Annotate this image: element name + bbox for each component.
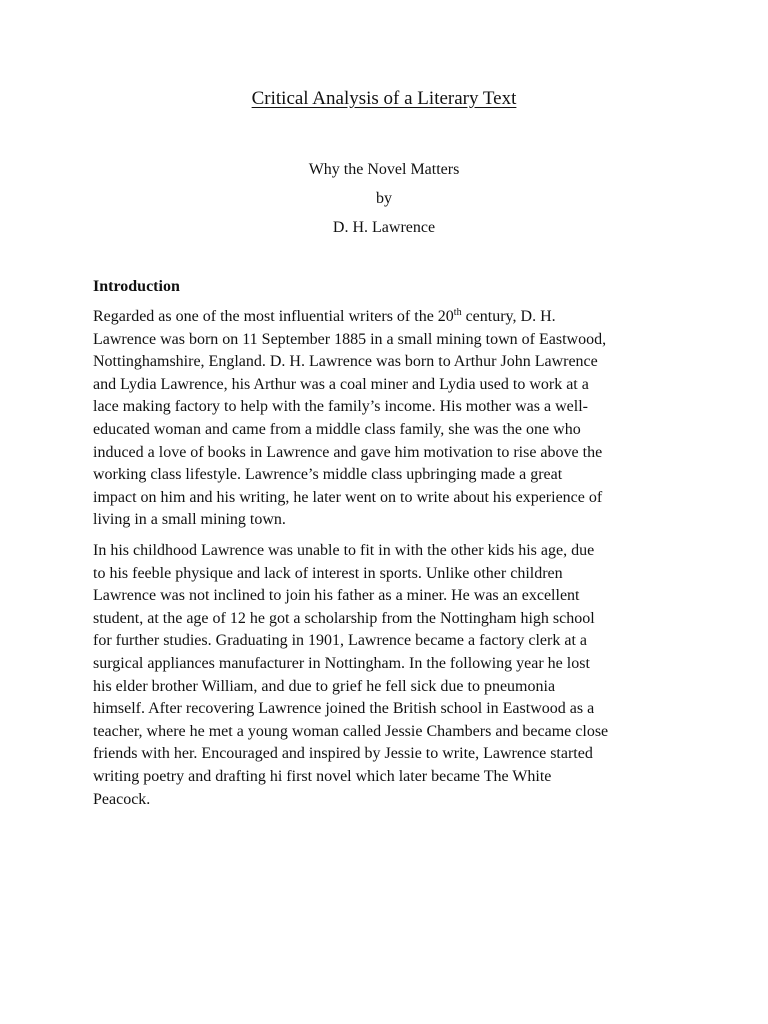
paragraph-childhood xyxy=(93,540,683,811)
author-name: D. H. Lawrence xyxy=(332,219,436,236)
paragraph-line: to his feeble physique and lack of interest in sports. Unlike other children xyxy=(93,564,563,582)
paragraph-line: writing poetry and drafting hi first novel which later became The White xyxy=(93,767,552,785)
paragraph-line: for further studies. Graduating in 1901, Lawrence became a factory clerk at a xyxy=(93,632,587,650)
paragraph-line xyxy=(93,306,683,329)
line-text: Regarded as one of the most influential writers of the 20 xyxy=(93,308,454,325)
paragraph-line: and Lydia Lawrence, his Arthur was a coal miner and Lydia used to work at a xyxy=(93,375,589,393)
paragraph-line: living in a small mining town. xyxy=(93,511,286,529)
paragraph-line: Nottinghamshire, England. D. H. Lawrence was born to Arthur John Lawrence xyxy=(93,353,598,371)
paragraph-line: In his childhood Lawrence was unable to fit in with the other kids his age, due xyxy=(93,542,595,559)
paragraph-line: impact on him and his writing, he later went on to write about his experience of xyxy=(93,488,603,506)
section-heading-introduction: Introduction xyxy=(93,278,180,295)
by-line: by xyxy=(376,190,392,207)
paragraph-line: Lawrence was not inclined to join his father as a miner. He was an excellent xyxy=(93,587,580,605)
document-title: Critical Analysis of a Literary Text xyxy=(251,88,517,109)
paragraph-line: student, at the age of 12 he got a scholarship from the Nottingham high school xyxy=(93,609,595,627)
paragraph-line: himself. After recovering Lawrence joined the British school in Eastwood as a xyxy=(93,700,595,718)
paragraph-introduction xyxy=(93,306,683,532)
paragraph-line: surgical appliances manufacturer in Nottingham. In the following year he lost xyxy=(93,654,590,672)
paragraph-line: working class lifestyle. Lawrence’s middle class upbringing made a great xyxy=(93,466,563,484)
paragraph-line: his elder brother William, and due to grief he fell sick due to pneumonia xyxy=(93,677,556,695)
line-text: century, D. H. xyxy=(461,308,556,325)
paragraph-line: friends with her. Encouraged and inspired by Jessie to write, Lawrence started xyxy=(93,745,593,763)
ordinal-suffix: th xyxy=(453,307,462,318)
paragraph-line: teacher, where he met a young woman called Jessie Chambers and became close xyxy=(93,722,609,740)
work-title: Why the Novel Matters xyxy=(308,161,460,178)
paragraph-line: induced a love of books in Lawrence and gave him motivation to rise above the xyxy=(93,443,603,461)
paragraph-line: educated woman and came from a middle class family, she was the one who xyxy=(93,420,581,438)
paragraph-line: lace making factory to help with the family’s income. His mother was a well- xyxy=(93,398,588,416)
paragraph-line: Peacock. xyxy=(93,790,151,808)
paragraph-line: Lawrence was born on 11 September 1885 in a small mining town of Eastwood, xyxy=(93,330,607,348)
